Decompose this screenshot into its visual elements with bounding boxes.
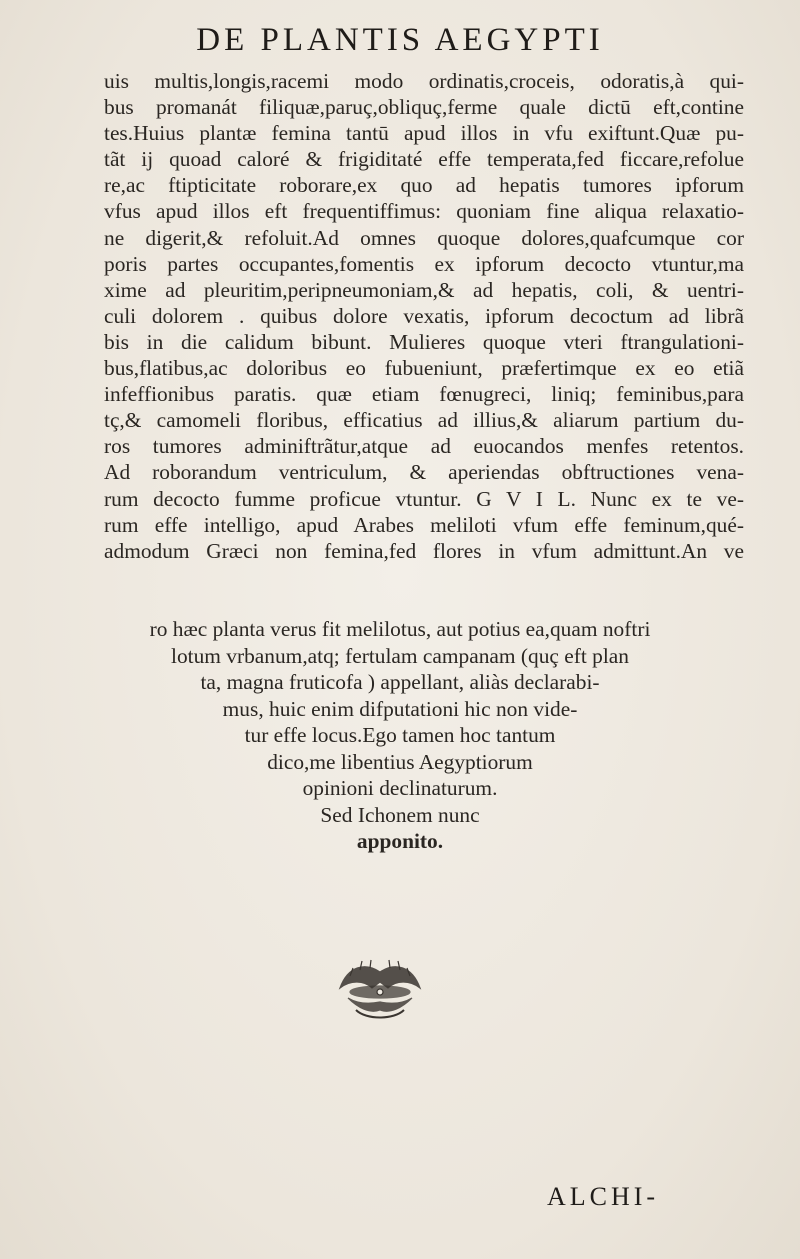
text-line: re,ac ftipticitate roborare,ex quo ad hepatis tumores ipforum (104, 173, 744, 198)
taper-line: ta, magna fruticofa ) appellant, aliàs declarabi- (200, 670, 600, 694)
tapered-paragraph (0, 616, 800, 855)
taper-line: dico,me libentius Aegyptiorum (267, 749, 533, 774)
printer-ornament-icon (330, 958, 430, 1022)
text-line: culi dolorem . quibus dolore vexatis, ipforum decoctum ad librã (104, 303, 744, 328)
text-line: tes.Huius plantæ femina tantū apud illos in vfu exiftunt.Quæ pu- (104, 121, 744, 146)
text-line: vfus apud illos eft frequentiffimus: quoniam fine aliqua relaxatio- (104, 199, 744, 224)
text-line: uis multis,longis,racemi modo ordinatis,croceis, odoratis,à qui- (104, 69, 744, 93)
text-line: admodum Græci non femina,fed flores in vfum admittunt.An ve (104, 538, 744, 563)
taper-line: opinioni declinaturum. (302, 776, 498, 800)
taper-line: Sed Ichonem nunc (320, 802, 480, 827)
text-line: Ad roborandum ventriculum, & aperiendas obftructiones vena- (104, 460, 744, 485)
taper-line: ro hæc planta verus fit melilotus, aut potius ea,quam noftri (149, 617, 651, 641)
taper-line: mus, huic enim difputationi hic non vide- (222, 696, 578, 721)
text-line: rum effe intelligo, apud Arabes meliloti vfum effe feminum,qué- (104, 512, 744, 537)
text-line: xime ad pleuritim,peripneumoniam,& ad hepatis, coli, & uentri- (104, 277, 744, 302)
body-text (104, 68, 744, 564)
text-line: rum decocto fumme proficue vtuntur. G V I L. Nunc ex te ve- (104, 486, 744, 511)
text-line: ne digerit,& refoluit.Ad omnes quoque dolores,quafcumque cor (104, 225, 744, 250)
text-line: tç,& camomeli floribus, efficatius ad illius,& aliarum partium du- (104, 408, 744, 433)
taper-line: apponito. (356, 829, 444, 853)
text-line: bus promanát filiquæ,paruç,obliquç,ferme quale dictū eft,contine (104, 95, 744, 120)
taper-line: tur effe locus.Ego tamen hoc tantum (244, 723, 556, 747)
text-line: tãt ij quoad caloré & frigiditaté effe temperata,fed ficcare,refolue (104, 147, 744, 172)
running-head: DE PLANTIS AEGYPTI (196, 22, 604, 58)
text-line: infeffionibus paratis. quæ etiam fœnugreci, liniq; feminibus,para (104, 382, 744, 407)
text-line: poris partes occupantes,fomentis ex ipforum decocto vtuntur,ma (104, 251, 744, 276)
text-line: bus,flatibus,ac doloribus eo fubueniunt, præfertimque ex eo etiã (104, 356, 744, 381)
text-line: bis in die calidum bibunt. Mulieres quoque vteri ftrangulationi- (104, 329, 744, 354)
text-line: ros tumores adminiftrãtur,atque ad euocandos menfes retentos. (104, 434, 744, 459)
taper-line: lotum vrbanum,atq; fertulam campanam (quç eft plan (171, 643, 629, 668)
catchword: ALCHI- (547, 1182, 660, 1211)
